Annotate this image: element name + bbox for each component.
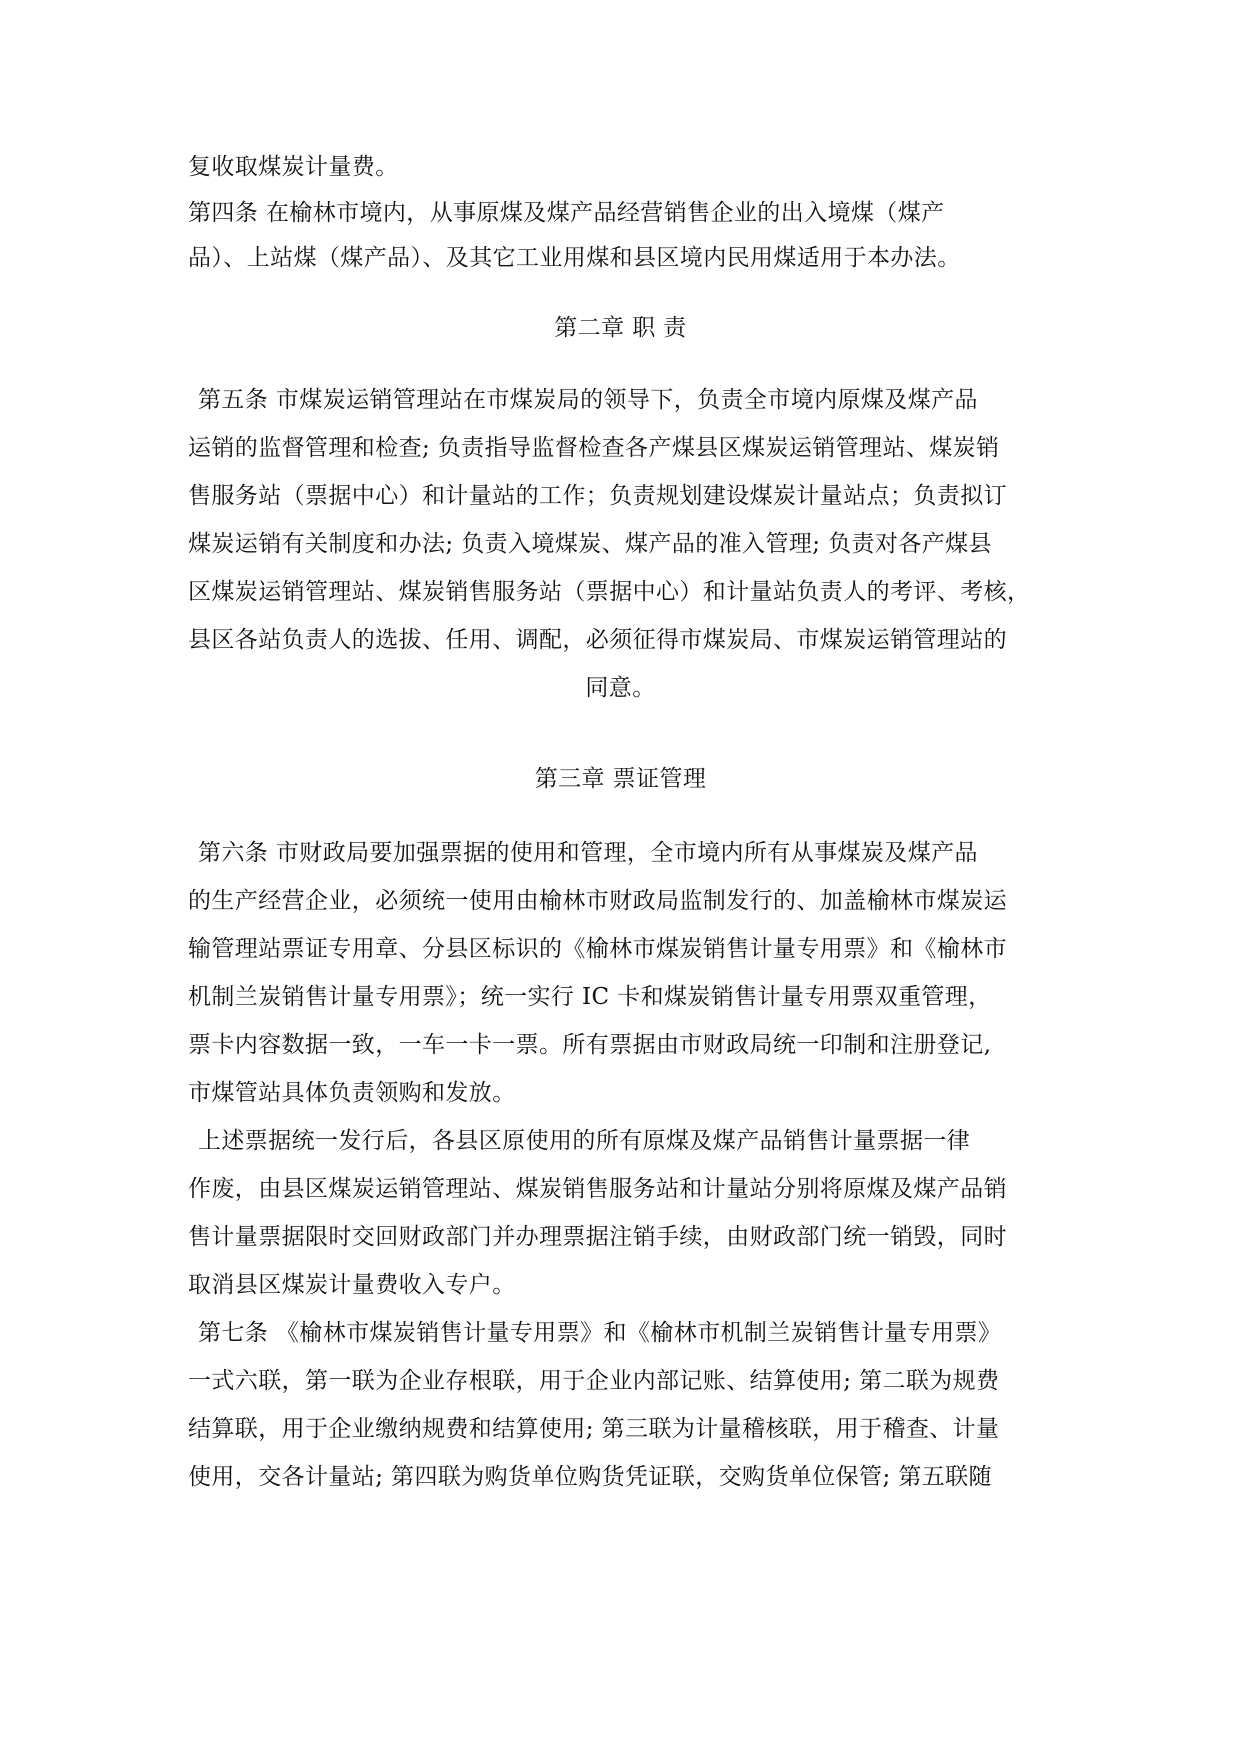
article-7-line: 一式六联，第一联为企业存根联，用于企业内部记账、结算使用; 第二联为规费 [188, 1368, 1000, 1394]
article-5-line: 煤炭运销有关制度和办法; 负责入境煤炭、煤产品的准入管理; 负责对各产煤县 [188, 531, 992, 557]
article-4-line: 品）、上站煤（煤产品）、及其它工业用煤和县区境内民用煤适用于本办法。 [188, 245, 961, 271]
article-5-line: 运销的监督管理和检查; 负责指导监督检查各产煤县区煤炭运销管理站、煤炭销 [188, 435, 1000, 461]
article-5-line: 县区各站负责人的选拔、任用、调配，必须征得市煤炭局、市煤炭运销管理站的 [188, 627, 1007, 653]
paragraph-line: 作废，由县区煤炭运销管理站、煤炭销售服务站和计量站分别将原煤及煤产品销 [188, 1176, 1007, 1202]
chapter-2-heading: 第二章 职 责 [554, 315, 687, 341]
text-line: 复收取煤炭计量费。 [188, 154, 399, 180]
article-6-line: 机制兰炭销售计量专用票》；统一实行 IC 卡和煤炭销售计量专用票双重管理， [188, 984, 992, 1010]
article-5-line: 第五条 市煤炭运销管理站在市煤炭局的领导下，负责全市境内原煤及煤产品 [198, 387, 978, 413]
paragraph-line: 售计量票据限时交回财政部门并办理票据注销手续，由财政部门统一销毁，同时 [188, 1224, 1007, 1250]
article-6-line: 票卡内容数据一致，一车一卡一票。所有票据由市财政局统一印制和注册登记, [188, 1032, 992, 1058]
article-6-line: 市煤管站具体负责领购和发放。 [188, 1080, 516, 1106]
article-7-line: 使用，交各计量站; 第四联为购货单位购货凭证联，交购货单位保管; 第五联随 [188, 1464, 992, 1490]
paragraph-line: 上述票据统一发行后，各县区原使用的所有原煤及煤产品销售计量票据一律 [198, 1128, 971, 1154]
article-6-line: 的生产经营企业，必须统一使用由榆林市财政局监制发行的、加盖榆林市煤炭运 [188, 888, 1007, 914]
article-5-line: 同意。 [585, 675, 656, 701]
chapter-3-heading: 第三章 票证管理 [534, 766, 707, 792]
article-5-line: 区煤炭运销管理站、煤炭销售服务站（票据中心）和计量站负责人的考评、考核， [188, 579, 1031, 605]
paragraph-line: 取消县区煤炭计量费收入专户。 [188, 1272, 516, 1298]
article-6-line: 输管理站票证专用章、分县区标识的《榆林市煤炭销售计量专用票》和《榆林市 [188, 936, 1007, 962]
article-6-line: 第六条 市财政局要加强票据的使用和管理，全市境内所有从事煤炭及煤产品 [198, 840, 978, 866]
article-5-line: 售服务站（票据中心）和计量站的工作；负责规划建设煤炭计量站点；负责拟订 [188, 483, 1007, 509]
article-4-line: 第四条 在榆林市境内，从事原煤及煤产品经营销售企业的出入境煤（煤产 [188, 200, 945, 226]
article-7-line: 结算联，用于企业缴纳规费和结算使用; 第三联为计量稽核联，用于稽查、计量 [188, 1416, 1000, 1442]
article-7-line: 第七条 《榆林市煤炭销售计量专用票》和《榆林市机制兰炭销售计量专用票》 [198, 1320, 1002, 1346]
